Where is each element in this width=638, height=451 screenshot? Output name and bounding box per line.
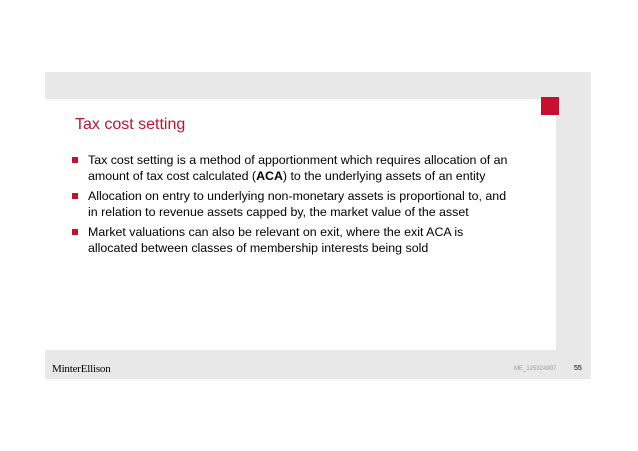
bullet-text: Tax cost setting is a method of apportionment which requires allocation of an amount of tax cost calculated (	[88, 153, 508, 183]
page-number: 55	[574, 365, 582, 372]
square-bullet-icon	[72, 193, 78, 199]
bullet-item	[72, 152, 512, 184]
brand-square-icon	[541, 97, 559, 115]
square-bullet-icon	[72, 229, 78, 235]
bullet-text: ) to the underlying assets of an entity	[282, 169, 486, 183]
bullet-item	[72, 188, 512, 220]
bullet-list	[72, 152, 512, 260]
slide-title: Tax cost setting	[75, 116, 186, 133]
bullet-bold-term: ACA	[256, 169, 283, 183]
bullet-text: Allocation on entry to underlying non-monetary assets is proportional to, and in relation to revenue assets capped by, the market value of the asset	[88, 189, 507, 219]
square-bullet-icon	[72, 157, 78, 163]
bullet-text: Market valuations can also be relevant on exit, where the exit ACA is allocated between classes of membership interests being sold	[88, 225, 464, 255]
company-logo: MinterEllison	[52, 363, 111, 375]
bullet-item	[72, 224, 512, 256]
document-reference: ME_125324907	[514, 366, 557, 372]
